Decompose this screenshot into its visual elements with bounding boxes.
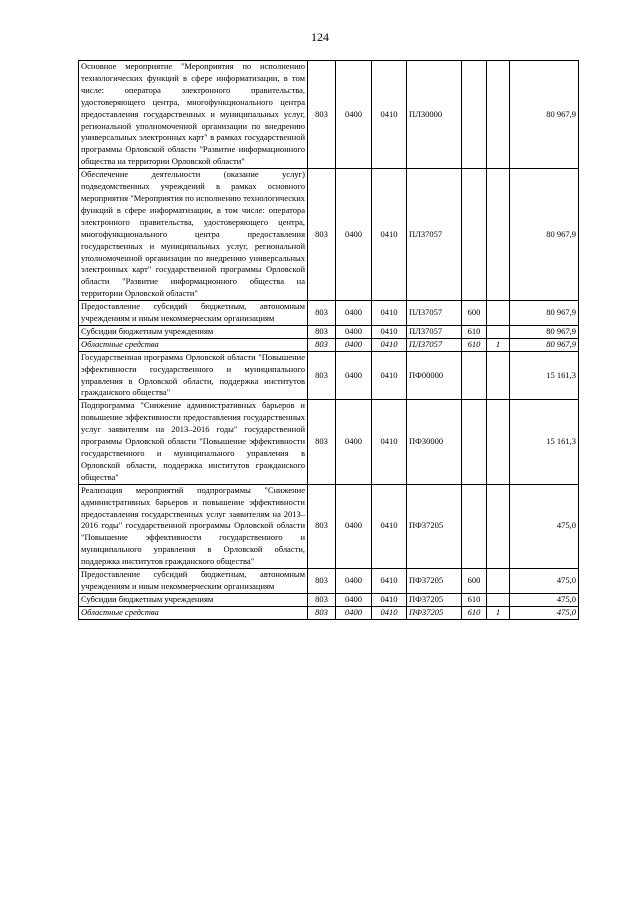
source-code-cell xyxy=(487,301,510,326)
expense-name-cell: Государственная программа Орловской области "Повышение эффективности государственного и муниципального управления в Орловской области, поддержка институтов гражданского общества" xyxy=(79,351,308,400)
amount-cell: 15 161,3 xyxy=(510,400,579,484)
ministry-code-cell: 803 xyxy=(308,169,336,301)
target-article-cell: ПЛ37057 xyxy=(407,325,462,338)
table-row xyxy=(79,606,579,619)
ministry-code-cell: 803 xyxy=(308,301,336,326)
table-row xyxy=(79,61,579,169)
section-code-cell: 0400 xyxy=(336,301,372,326)
target-article-cell: ПЛ30000 xyxy=(407,61,462,169)
target-article-cell: ПФ30000 xyxy=(407,400,462,484)
ministry-code-cell: 803 xyxy=(308,400,336,484)
amount-cell: 80 967,9 xyxy=(510,325,579,338)
amount-cell: 475,0 xyxy=(510,484,579,568)
target-article-cell: ПФ37205 xyxy=(407,606,462,619)
target-article-cell: ПФ37205 xyxy=(407,593,462,606)
amount-cell: 15 161,3 xyxy=(510,351,579,400)
section-code-cell: 0400 xyxy=(336,569,372,594)
table-row xyxy=(79,301,579,326)
source-code-cell xyxy=(487,400,510,484)
section-code-cell: 0400 xyxy=(336,400,372,484)
target-article-cell: ПФ00000 xyxy=(407,351,462,400)
ministry-code-cell: 803 xyxy=(308,484,336,568)
target-article-cell: ПФ37205 xyxy=(407,484,462,568)
expense-name-cell: Предоставление субсидий бюджетным, автономным учреждениям и иным некоммерческим организациям xyxy=(79,569,308,594)
section-code-cell: 0400 xyxy=(336,351,372,400)
target-article-cell: ПЛ37057 xyxy=(407,338,462,351)
table-row xyxy=(79,593,579,606)
subsection-code-cell: 0410 xyxy=(372,484,407,568)
subsection-code-cell: 0410 xyxy=(372,325,407,338)
ministry-code-cell: 803 xyxy=(308,61,336,169)
subsection-code-cell: 0410 xyxy=(372,400,407,484)
source-code-cell xyxy=(487,569,510,594)
expense-type-cell xyxy=(462,61,487,169)
expense-name-cell: Реализация мероприятий подпрограммы "Снижение административных барьеров и повышение эффективности предоставления государственных услуг заявителям на 2013–2016 годы" государственной программы Орловской области "Повышение эффективности государственного и муниципального управления в Орловской области, поддержка институтов гражданского общества" xyxy=(79,484,308,568)
target-article-cell: ПЛ37057 xyxy=(407,169,462,301)
subsection-code-cell: 0410 xyxy=(372,606,407,619)
source-code-cell xyxy=(487,351,510,400)
table-row xyxy=(79,569,579,594)
table-row xyxy=(79,338,579,351)
amount-cell: 475,0 xyxy=(510,569,579,594)
source-code-cell xyxy=(487,325,510,338)
section-code-cell: 0400 xyxy=(336,61,372,169)
expense-name-cell: Областные средства xyxy=(79,338,308,351)
section-code-cell: 0400 xyxy=(336,606,372,619)
expense-type-cell: 610 xyxy=(462,325,487,338)
ministry-code-cell: 803 xyxy=(308,338,336,351)
table-row xyxy=(79,351,579,400)
expense-type-cell xyxy=(462,169,487,301)
expense-name-cell: Областные средства xyxy=(79,606,308,619)
table-row xyxy=(79,325,579,338)
subsection-code-cell: 0410 xyxy=(372,351,407,400)
expense-type-cell: 600 xyxy=(462,301,487,326)
expense-type-cell xyxy=(462,351,487,400)
source-code-cell: 1 xyxy=(487,338,510,351)
subsection-code-cell: 0410 xyxy=(372,169,407,301)
ministry-code-cell: 803 xyxy=(308,325,336,338)
amount-cell: 80 967,9 xyxy=(510,169,579,301)
subsection-code-cell: 0410 xyxy=(372,338,407,351)
subsection-code-cell: 0410 xyxy=(372,593,407,606)
section-code-cell: 0400 xyxy=(336,169,372,301)
subsection-code-cell: 0410 xyxy=(372,61,407,169)
table-row xyxy=(79,484,579,568)
source-code-cell xyxy=(487,61,510,169)
ministry-code-cell: 803 xyxy=(308,351,336,400)
expense-type-cell xyxy=(462,400,487,484)
amount-cell: 80 967,9 xyxy=(510,338,579,351)
source-code-cell xyxy=(487,169,510,301)
ministry-code-cell: 803 xyxy=(308,593,336,606)
subsection-code-cell: 0410 xyxy=(372,569,407,594)
expense-type-cell: 610 xyxy=(462,593,487,606)
source-code-cell xyxy=(487,593,510,606)
expense-name-cell: Подпрограмма "Снижение административных барьеров и повышение эффективности предоставления государственных услуг заявителям на 2013–2016 годы" государственной программы Орловской области "Повышение эффективности государственного и муниципального управления в Орловской области, поддержка институтов гражданского общества" xyxy=(79,400,308,484)
expense-type-cell: 600 xyxy=(462,569,487,594)
page-number: 124 xyxy=(311,30,329,44)
table-row xyxy=(79,169,579,301)
ministry-code-cell: 803 xyxy=(308,606,336,619)
expense-type-cell xyxy=(462,484,487,568)
source-code-cell: 1 xyxy=(487,606,510,619)
amount-cell: 80 967,9 xyxy=(510,61,579,169)
subsection-code-cell: 0410 xyxy=(372,301,407,326)
expense-name-cell: Субсидии бюджетным учреждениям xyxy=(79,325,308,338)
amount-cell: 80 967,9 xyxy=(510,301,579,326)
expense-name-cell: Обеспечение деятельности (оказание услуг) подведомственных учреждений в рамках основного мероприятия "Мероприятия по исполнению технологических функций в сфере информатизации, в том числе: оператора электронного правительства, удостоверяющего центра, многофункционального центра предоставления государственных и муниципальных услуг, региональной уполномоченной организации по внедрению универсальных электронных карт" государственной программы Орловской области "Развитие информационного общества на территории Орловской области" xyxy=(79,169,308,301)
amount-cell: 475,0 xyxy=(510,606,579,619)
expense-type-cell: 610 xyxy=(462,606,487,619)
target-article-cell: ПФ37205 xyxy=(407,569,462,594)
target-article-cell: ПЛ37057 xyxy=(407,301,462,326)
table-row xyxy=(79,400,579,484)
amount-cell: 475,0 xyxy=(510,593,579,606)
section-code-cell: 0400 xyxy=(336,338,372,351)
section-code-cell: 0400 xyxy=(336,593,372,606)
section-code-cell: 0400 xyxy=(336,325,372,338)
source-code-cell xyxy=(487,484,510,568)
ministry-code-cell: 803 xyxy=(308,569,336,594)
expense-name-cell: Основное мероприятие "Мероприятия по исполнению технологических функций в сфере информатизации, в том числе: оператора электронного правительства, удостоверяющего центра, многофункционального центра предоставления государственных и муниципальных услуг, региональной уполномоченной организации по внедрению универсальных электронных карт" в рамках государственной программы Орловской области "Развитие информационного общества на территории Орловской области" xyxy=(79,61,308,169)
section-code-cell: 0400 xyxy=(336,484,372,568)
budget-table xyxy=(78,60,579,620)
expense-name-cell: Субсидии бюджетным учреждениям xyxy=(79,593,308,606)
expense-type-cell: 610 xyxy=(462,338,487,351)
expense-name-cell: Предоставление субсидий бюджетным, автономным учреждениям и иным некоммерческим организациям xyxy=(79,301,308,326)
